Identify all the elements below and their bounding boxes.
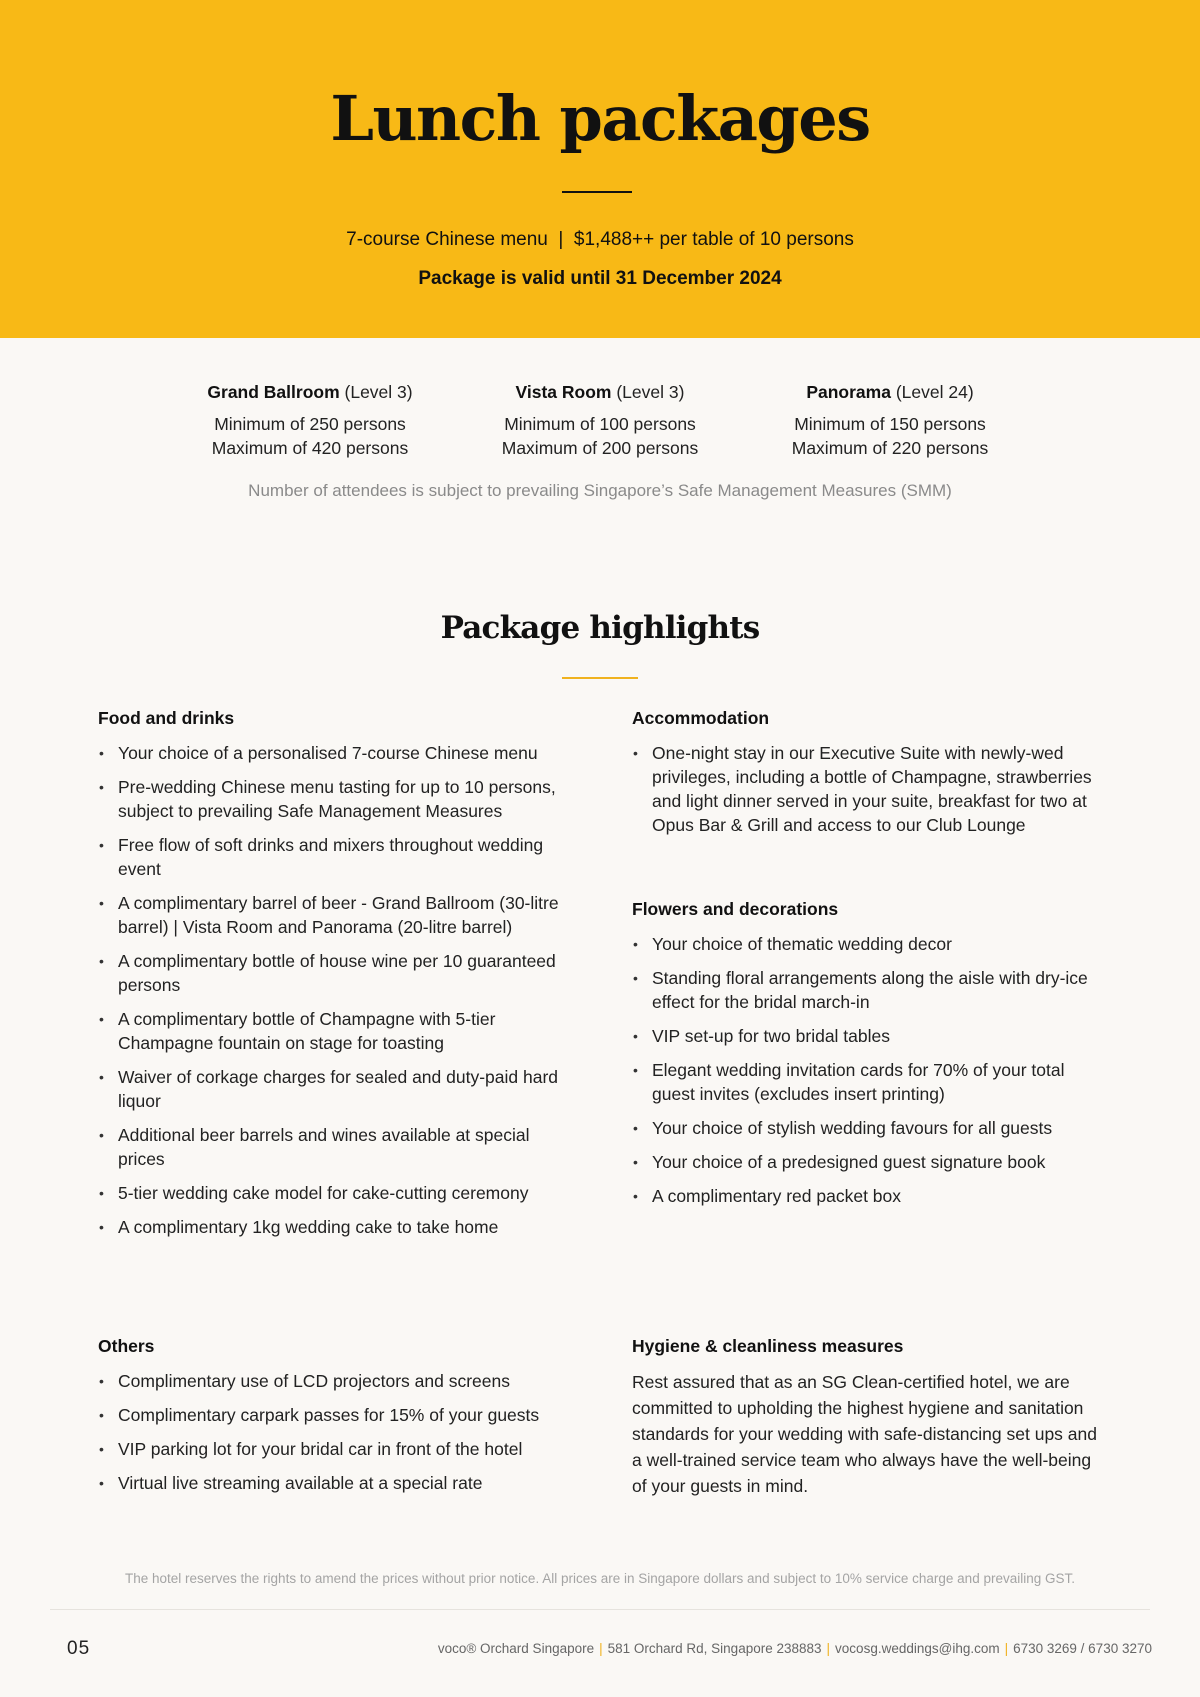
list-item: • Complimentary use of LCD projectors and screens	[98, 1369, 568, 1393]
section-food-drinks	[98, 708, 568, 1249]
list-item: • Virtual live streaming available at a special rate	[98, 1471, 568, 1495]
price-disclaimer: The hotel reserves the rights to amend the prices without prior notice. All prices are in Singapore dollars and subject to 10% service charge and prevailing GST.	[124, 1571, 1075, 1586]
others-list	[98, 1369, 568, 1495]
section-accommodation	[632, 708, 1102, 847]
page-number: 05	[67, 1638, 91, 1659]
highlights-title: Package highlights	[440, 610, 760, 646]
list-item: • 5-tier wedding cake model for cake-cutting ceremony	[98, 1181, 568, 1205]
list-item: • A complimentary barrel of beer - Grand Ballroom (30-litre barrel) | Vista Room and Panorama (20-litre barrel)	[98, 891, 568, 939]
email-link[interactable]: vocosg.weddings@ihg.com	[835, 1641, 1000, 1656]
venue-max: Maximum of 220 persons	[791, 438, 989, 458]
venue-name: Grand Ballroom	[207, 382, 340, 402]
venue-level: (Level 3)	[616, 382, 685, 402]
venue-name: Panorama	[806, 382, 891, 402]
section-heading: Hygiene & cleanliness measures	[632, 1336, 904, 1356]
list-item: • A complimentary bottle of Champagne with 5-tier Champagne fountain on stage for toasting	[98, 1007, 568, 1055]
list-item: • Complimentary carpark passes for 15% of your guests	[98, 1403, 568, 1427]
page-title: Lunch packages	[330, 82, 870, 155]
highlights-divider	[562, 677, 638, 679]
section-heading: Others	[98, 1336, 155, 1356]
list-item: • Your choice of stylish wedding favours for all guests	[632, 1116, 1102, 1140]
venue-name: Vista Room	[515, 382, 612, 402]
section-heading: Accommodation	[632, 708, 770, 728]
list-item: • A complimentary 1kg wedding cake to take home	[98, 1215, 568, 1239]
list-item: • Your choice of thematic wedding decor	[632, 932, 1102, 956]
separator: |	[599, 1641, 603, 1656]
hotel-address: 581 Orchard Rd, Singapore 238883	[607, 1641, 822, 1656]
hygiene-text: Rest assured that as an SG Clean-certified hotel, we are committed to upholding the highest hygiene and sanitation standards for your wedding with safe-distancing set ups and a well-trained service team who always have the well-being of your guests in mind.	[632, 1372, 1097, 1496]
venue-list	[0, 380, 1200, 460]
hero-banner	[0, 0, 1200, 338]
list-item: • Elegant wedding invitation cards for 70% of your total guest invites (excludes insert printing)	[632, 1058, 1102, 1106]
venue-max: Maximum of 420 persons	[211, 438, 409, 458]
venue-grand-ballroom	[165, 380, 455, 460]
list-item: • Free flow of soft drinks and mixers throughout wedding event	[98, 833, 568, 881]
phone-numbers: 6730 3269 / 6730 3270	[1013, 1641, 1152, 1656]
venue-panorama	[745, 380, 1035, 460]
list-item: • Waiver of corkage charges for sealed and duty-paid hard liquor	[98, 1065, 568, 1113]
accommodation-list	[632, 741, 1102, 837]
list-item: • A complimentary bottle of house wine per 10 guaranteed persons	[98, 949, 568, 997]
list-item: • Pre-wedding Chinese menu tasting for up to 10 persons, subject to prevailing Safe Management Measures	[98, 775, 568, 823]
list-item: • Your choice of a personalised 7-course Chinese menu	[98, 741, 568, 765]
list-item: • One-night stay in our Executive Suite with newly-wed privileges, including a bottle of Champagne, strawberries and light dinner served in your suite, breakfast for two at Opus Bar & Grill and access to our Club Lounge	[632, 741, 1102, 837]
section-heading: Food and drinks	[98, 708, 235, 728]
venue-level: (Level 24)	[895, 382, 974, 402]
flowers-list	[632, 932, 1102, 1208]
venue-min: Minimum of 150 persons	[794, 414, 986, 434]
smm-note: Number of attendees is subject to prevailing Singapore’s Safe Management Measures (SMM)	[248, 481, 952, 500]
hotel-name: voco® Orchard Singapore	[437, 1641, 595, 1656]
food-list	[98, 741, 568, 1239]
venue-vista-room	[455, 380, 745, 460]
footer-contact	[438, 1641, 1152, 1656]
list-item: • Your choice of a predesigned guest signature book	[632, 1150, 1102, 1174]
list-item: • VIP parking lot for your bridal car in front of the hotel	[98, 1437, 568, 1461]
section-heading: Flowers and decorations	[632, 899, 839, 919]
separator: |	[1004, 1641, 1009, 1656]
venue-min: Minimum of 250 persons	[214, 414, 406, 434]
footer-divider	[50, 1609, 1150, 1610]
list-item: • A complimentary red packet box	[632, 1184, 1102, 1208]
list-item: • VIP set-up for two bridal tables	[632, 1024, 1102, 1048]
section-hygiene	[632, 1336, 1102, 1499]
section-flowers-decorations	[632, 899, 1102, 1218]
venue-max: Maximum of 200 persons	[501, 438, 699, 458]
separator: |	[826, 1641, 831, 1656]
section-others	[98, 1336, 568, 1505]
venue-min: Minimum of 100 persons	[504, 414, 696, 434]
title-divider	[562, 191, 632, 193]
list-item: • Additional beer barrels and wines available at special prices	[98, 1123, 568, 1171]
menu-price-line: 7-course Chinese menu | $1,488++ per table of 10 persons	[346, 229, 854, 250]
venue-level: (Level 3)	[344, 382, 413, 402]
validity-line: Package is valid until 31 December 2024	[418, 268, 782, 289]
list-item: • Standing floral arrangements along the aisle with dry-ice effect for the bridal march-in	[632, 966, 1102, 1014]
